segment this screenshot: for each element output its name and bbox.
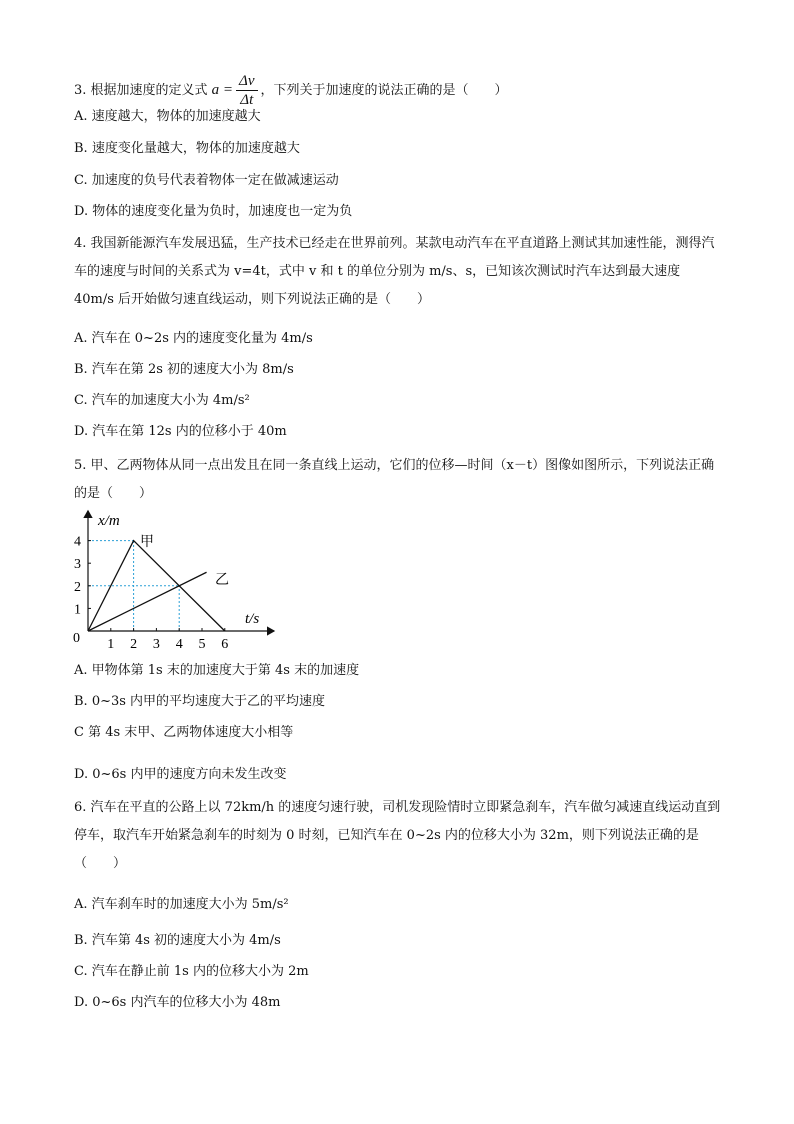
q3-option-b: B. 速度变化量越大，物体的加速度越大 xyxy=(74,141,300,156)
q4-option-a: A. 汽车在 0~2s 内的速度变化量为 4m/s xyxy=(74,331,313,346)
y-axis-label: x/m xyxy=(98,513,120,529)
q3-option-c: C. 加速度的负号代表着物体一定在做减速运动 xyxy=(74,173,339,188)
q4-option-d: D. 汽车在第 12s 内的位移小于 40m xyxy=(74,424,287,439)
x-tick-label: 1 xyxy=(107,637,115,652)
y-tick-label: 3 xyxy=(74,557,81,573)
x-tick-label: 5 xyxy=(198,637,206,652)
q3-prefix: 3. 根据加速度的定义式 xyxy=(74,83,212,98)
q5-option-c: C 第 4s 末甲、乙两物体速度大小相等 xyxy=(74,725,294,740)
x-axis-label: t/s xyxy=(245,611,260,627)
q5-xt-graph xyxy=(64,505,284,660)
q6-option-c: C. 汽车在静止前 1s 内的位移大小为 2m xyxy=(74,964,309,979)
q5-option-a: A. 甲物体第 1s 末的加速度大于第 4s 末的加速度 xyxy=(74,663,360,678)
q3-suffix: ，下列关于加速度的说法正确的是（ ） xyxy=(260,83,508,98)
q3-formula-denominator: Δt xyxy=(240,92,254,108)
q3-stem xyxy=(74,72,508,109)
q6-stem: 6. 汽车在平直的公路上以 72km/h 的速度匀速行驶，司机发现险情时立即紧急刹车，汽车做匀减速直线运动直到停车，取汽车开始紧急刹车的时刻为 0 时刻，已知汽车在 0~2s 内的位移大小为 32m，则下列说法正确的是（ ） xyxy=(74,800,721,871)
q4-option-b: B. 汽车在第 2s 初的速度大小为 8m/s xyxy=(74,362,294,377)
q3-formula-lhs: a = xyxy=(211,82,234,98)
q4-option-c: C. 汽车的加速度大小为 4m/s² xyxy=(74,393,250,408)
q5-option-b: B. 0~3s 内甲的平均速度大于乙的平均速度 xyxy=(74,694,326,709)
x-tick-label: 4 xyxy=(175,637,183,652)
q3-option-d: D. 物体的速度变化量为负时，加速度也一定为负 xyxy=(74,204,353,219)
q3-formula-numerator: Δv xyxy=(236,72,257,91)
q3-option-a: A. 速度越大，物体的加速度越大 xyxy=(74,109,261,124)
q6-option-a: A. 汽车刹车时的加速度大小为 5m/s² xyxy=(74,897,289,912)
q6-option-b: B. 汽车第 4s 初的速度大小为 4m/s xyxy=(74,933,281,948)
q4-stem: 4. 我国新能源汽车发展迅猛，生产技术已经走在世界前列。某款电动汽车在平直道路上测试其加速性能，测得汽车的速度与时间的关系式为 v=4t，式中 v 和 t 的单位分别为 m/s、s，已知该次测试时汽车达到最大速度 40m/s 后开始做匀速直线运动，则下列说法正确的是（ ） xyxy=(74,236,715,307)
y-tick-label: 2 xyxy=(74,579,81,595)
x-tick-label: 2 xyxy=(130,637,138,652)
origin-label: 0 xyxy=(73,631,80,646)
q5-option-d: D. 0~6s 内甲的速度方向未发生改变 xyxy=(74,767,287,782)
series-yi-line xyxy=(88,572,207,631)
series-jia-label: 甲 xyxy=(140,535,154,550)
x-tick-label: 6 xyxy=(221,637,229,652)
q3-formula-fraction xyxy=(236,72,257,109)
y-tick-label: 1 xyxy=(74,602,81,618)
series-yi-label: 乙 xyxy=(215,573,229,588)
x-tick-label: 3 xyxy=(152,637,160,652)
y-tick-label: 4 xyxy=(74,534,81,550)
q6-option-d: D. 0~6s 内汽车的位移大小为 48m xyxy=(74,995,281,1010)
q5-stem: 5. 甲、乙两物体从同一点出发且在同一条直线上运动，它们的位移—时间（x－t）图像如图所示，下列说法正确的是（ ） xyxy=(74,458,715,501)
